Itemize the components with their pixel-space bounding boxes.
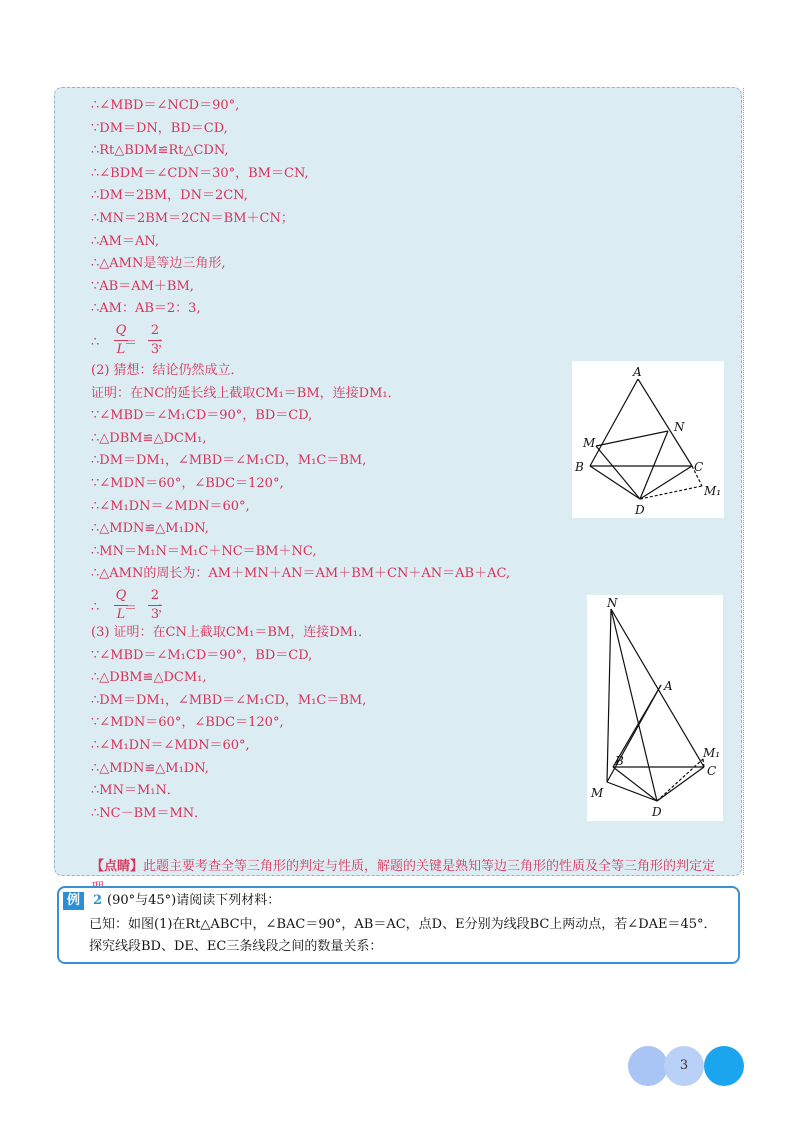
solution-line: ∴∠M₁DN＝∠MDN＝60°, xyxy=(91,738,250,753)
fig2-label-C: C xyxy=(707,764,717,778)
fig1-label-A: A xyxy=(633,365,642,379)
fig2-label-M: M xyxy=(591,786,604,800)
solution-line: ∵AB＝AM＋BM, xyxy=(91,278,194,294)
comment-text: 此题主要考查全等三角形的判定与性质，解题的关键是熟知等边三角形的性质及全等三角形的判定定 xyxy=(143,859,716,874)
fig1-label-N: N xyxy=(674,420,685,434)
fig1-label-M: M xyxy=(583,436,596,450)
solution-line: ∴MN＝M₁N． xyxy=(91,783,180,799)
fig1-label-M1: M₁ xyxy=(704,484,722,498)
dotted-edge xyxy=(743,88,744,875)
example-line-1: 已知：如图(1)在Rt△ABC中，∠BAC＝90°，AB＝AC，点D、E分别为线段BC上两动点，若∠DAE＝45°． xyxy=(89,917,717,932)
solution-line: ∴△MDN≌△M₁DN, xyxy=(91,521,209,537)
solution-line: ∴AM＝AN, xyxy=(91,233,160,249)
fig2-label-M1: M₁ xyxy=(703,746,721,760)
example-line-2: 探究线段BD、DE、EC三条线段之间的数量关系： xyxy=(89,939,383,954)
solution-line: ∴∠M₁DN＝∠MDN＝60°, xyxy=(91,498,250,514)
solution-line: ∴NC－BM＝MN． xyxy=(91,805,208,821)
example-title: (90°与45°)请阅读下列材料： xyxy=(107,893,281,908)
example-box xyxy=(57,886,740,964)
page-number: 3 xyxy=(679,1058,689,1073)
example-number: 2 xyxy=(93,893,103,908)
solution-line: ∴AM：AB＝2：3, xyxy=(91,301,201,317)
figure-1 xyxy=(572,361,724,518)
solution-line: ∴△DBM≌△DCM₁, xyxy=(91,670,207,686)
solution-box: ∴∠MBD＝∠NCD＝90°, ∵DM＝DN，BD＝CD, ∴Rt△BDM≌Rt△CDN, ∴∠BDM＝∠CDN＝30°，BM＝CN, ∴DM＝2BM，DN＝2CN, ∴MN＝2BM＝2CN＝BM＋CN； ∴AM＝AN, ∴△AMN是等边三角形, ∵AB＝AM＋BM, ∴AM：AB＝2：3, ∴ Q L ＝ 2 3 ； (2) 猜想：结论仍然成立． 证明：在NC的延长线上截取CM₁＝BM，连接DM₁． ∵∠MBD＝∠M₁CD＝90°，BD＝CD, ∴△DBM≌△DCM₁, ∴DM＝DM₁，∠MBD＝∠M₁CD，M₁C＝BM, ∵∠MDN＝60°，∠BDC＝120°, ∴∠M₁DN＝∠MDN＝60°, ∴△MDN≌△M₁DN, ∴MN＝M₁N＝M₁C＋NC＝BM＋NC, ∴△AMN的周长为：AM＋MN＋AN＝AM＋BM＋CN＋AN＝AB＋AC, ∴ Q L ＝ 2 3 ； (3) 证明：在CN上截取CM₁＝BM，连接DM₁． ∵∠MBD＝∠M₁CD＝90°，BD＝CD, ∴△DBM≌△DCM₁, ∴DM＝DM₁，∠MBD＝∠M₁CD，M₁C＝BM, ∵∠MDN＝60°，∠BDC＝120°, ∴∠M₁DN＝∠MDN＝60°, ∴△MDN≌△M₁DN, ∴MN＝M₁N． ∴NC－BM＝MN． 【点睛】此题主要考查全等三角形的判定与性质，解题的关键是熟知等边三角形的性质及全等三角形的判定定 A N M B C M₁ D N A M₁ B C M D xyxy=(54,87,742,876)
solution-line: ∴DM＝DM₁，∠MBD＝∠M₁CD，M₁C＝BM, xyxy=(91,453,367,469)
solution-line: ∴△DBM≌△DCM₁, xyxy=(91,430,207,446)
fig2-label-B: B xyxy=(615,754,624,768)
solution-line: ∴∠MBD＝∠NCD＝90°, xyxy=(91,98,240,113)
solution-line: ∵∠MBD＝∠M₁CD＝90°，BD＝CD, xyxy=(91,647,313,663)
fig2-label-N: N xyxy=(607,596,618,610)
solution-line: ∴Rt△BDM≌Rt△CDN, xyxy=(91,143,229,159)
solution-line: 证明：在NC的延长线上截取CM₁＝BM，连接DM₁． xyxy=(91,385,401,401)
solution-line: ∴MN＝M₁N＝M₁C＋NC＝BM＋NC, xyxy=(91,543,317,559)
comment-tag: 【点睛】 xyxy=(91,859,144,874)
fig1-label-B: B xyxy=(575,460,584,474)
solution-line: ∵∠MDN＝60°，∠BDC＝120°, xyxy=(91,715,284,731)
page-badge-circle xyxy=(704,1046,744,1086)
solution-line: (2) 猜想：结论仍然成立． xyxy=(91,363,244,378)
solution-line: ∵DM＝DN，BD＝CD, xyxy=(91,120,228,136)
fig2-label-A: A xyxy=(664,679,673,693)
figure-2 xyxy=(587,595,723,821)
fig1-label-D: D xyxy=(635,503,645,517)
page-badge xyxy=(628,1046,744,1086)
fig1-label-C: C xyxy=(694,460,704,474)
example-badge: 例 xyxy=(63,892,84,910)
solution-line: ∴△MDN≌△M₁DN, xyxy=(91,760,209,776)
solution-line: ∴DM＝DM₁，∠MBD＝∠M₁CD，M₁C＝BM, xyxy=(91,692,367,708)
solution-line: ∴DM＝2BM，DN＝2CN, xyxy=(91,188,248,204)
solution-line: ∴∠BDM＝∠CDN＝30°，BM＝CN, xyxy=(91,165,309,181)
solution-line: ∴MN＝2BM＝2CN＝BM＋CN； xyxy=(91,211,294,226)
solution-line: (3) 证明：在CN上截取CM₁＝BM，连接DM₁． xyxy=(91,625,372,640)
solution-line: ∵∠MDN＝60°，∠BDC＝120°, xyxy=(91,476,284,491)
fig2-label-D: D xyxy=(652,805,662,819)
page-badge-circle xyxy=(628,1046,668,1086)
solution-line: ∴△AMN的周长为：AM＋MN＋AN＝AM＋BM＋CN＋AN＝AB＋AC, xyxy=(91,566,511,582)
solution-line: ∴△AMN是等边三角形, xyxy=(91,256,226,272)
solution-line: ∵∠MBD＝∠M₁CD＝90°，BD＝CD, xyxy=(91,408,313,424)
